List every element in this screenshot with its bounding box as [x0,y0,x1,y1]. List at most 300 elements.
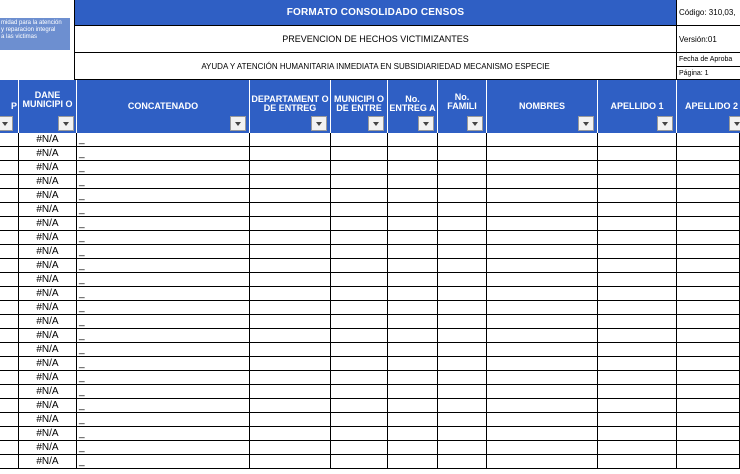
page-cell[interactable]: Página: 1 [677,67,740,80]
column-header-label: DANE MUNICIPI O [22,89,73,109]
table-cell-dane[interactable]: #N/A [19,357,77,370]
column-header-label: P [10,101,17,111]
table-cell-municipio[interactable] [331,203,388,216]
table-cell-nombres[interactable] [487,413,598,426]
table-cell-entrega[interactable] [388,329,438,342]
table-cell-entrega[interactable] [388,441,438,454]
table-cell-concatenado[interactable]: _ [77,147,250,160]
table-cell-apellido2[interactable] [677,399,740,412]
table-cell-nombres[interactable] [487,301,598,314]
column-header-label: No. FAMILI [447,91,477,111]
form-title[interactable]: FORMATO CONSOLIDADO CENSOS [75,0,677,26]
table-cell-familia[interactable] [438,189,487,202]
table-cell-p[interactable] [0,441,19,454]
table-cell-apellido2[interactable] [677,189,740,202]
table-cell-concatenado[interactable]: _ [77,385,250,398]
table-cell-apellido1[interactable] [598,161,677,174]
filter-dropdown-icon[interactable] [578,116,594,131]
table-cell-apellido2[interactable] [677,385,740,398]
table-cell-apellido1[interactable] [598,371,677,384]
table-cell-entrega[interactable] [388,203,438,216]
table-cell-dane[interactable]: #N/A [19,245,77,258]
table-cell-concatenado[interactable]: _ [77,161,250,174]
table-cell-municipio[interactable] [331,147,388,160]
table-cell-municipio[interactable] [331,175,388,188]
table-cell-entrega[interactable] [388,245,438,258]
table-cell-departamento[interactable] [250,399,331,412]
table-cell-nombres[interactable] [487,455,598,468]
table-cell-departamento[interactable] [250,231,331,244]
table-cell-nombres[interactable] [487,273,598,286]
table-cell-p[interactable] [0,385,19,398]
table-cell-concatenado[interactable]: _ [77,245,250,258]
table-cell-dane[interactable]: #N/A [19,343,77,356]
table-cell-familia[interactable] [438,287,487,300]
table-cell-apellido1[interactable] [598,385,677,398]
table-cell-nombres[interactable] [487,147,598,160]
approval-date-cell[interactable]: Fecha de Aproba [677,53,740,67]
table-row [0,231,740,245]
table-cell-municipio[interactable] [331,301,388,314]
table-cell-municipio[interactable] [331,357,388,370]
table-cell-p[interactable] [0,357,19,370]
table-cell-p[interactable] [0,343,19,356]
table-row [0,273,740,287]
table-cell-entrega[interactable] [388,133,438,146]
filter-dropdown-icon[interactable] [230,116,246,131]
table-cell-p[interactable] [0,175,19,188]
table-cell-apellido1[interactable] [598,455,677,468]
table-cell-p[interactable] [0,245,19,258]
table-cell-departamento[interactable] [250,357,331,370]
table-cell-apellido2[interactable] [677,287,740,300]
table-cell-nombres[interactable] [487,175,598,188]
table-cell-p[interactable] [0,217,19,230]
table-cell-apellido1[interactable] [598,189,677,202]
table-cell-familia[interactable] [438,245,487,258]
table-cell-p[interactable] [0,203,19,216]
table-cell-dane[interactable]: #N/A [19,315,77,328]
table-cell-dane[interactable]: #N/A [19,399,77,412]
table-cell-municipio[interactable] [331,427,388,440]
table-cell-nombres[interactable] [487,441,598,454]
table-cell-entrega[interactable] [388,315,438,328]
table-cell-entrega[interactable] [388,231,438,244]
table-cell-departamento[interactable] [250,147,331,160]
filter-dropdown-icon[interactable] [311,116,327,131]
table-cell-departamento[interactable] [250,301,331,314]
filter-dropdown-icon[interactable] [467,116,483,131]
table-cell-concatenado[interactable]: _ [77,217,250,230]
table-cell-concatenado[interactable]: _ [77,203,250,216]
table-cell-departamento[interactable] [250,161,331,174]
table-cell-entrega[interactable] [388,161,438,174]
table-cell-apellido2[interactable] [677,357,740,370]
table-cell-apellido2[interactable] [677,175,740,188]
table-cell-familia[interactable] [438,357,487,370]
table-cell-municipio[interactable] [331,287,388,300]
filter-dropdown-icon[interactable] [729,116,740,131]
table-cell-familia[interactable] [438,329,487,342]
table-cell-departamento[interactable] [250,329,331,342]
entity-logo [0,18,70,50]
table-row [0,245,740,259]
column-header-dane[interactable] [19,80,77,133]
table-cell-p[interactable] [0,371,19,384]
table-cell-familia[interactable] [438,371,487,384]
column-header-apellido1[interactable] [598,80,677,133]
table-cell-nombres[interactable] [487,385,598,398]
table-cell-nombres[interactable] [487,161,598,174]
table-cell-p[interactable] [0,161,19,174]
table-cell-municipio[interactable] [331,441,388,454]
table-cell-p[interactable] [0,413,19,426]
table-row [0,413,740,427]
table-cell-familia[interactable] [438,301,487,314]
table-cell-municipio[interactable] [331,217,388,230]
table-row [0,287,740,301]
table-cell-entrega[interactable] [388,217,438,230]
table-cell-nombres[interactable] [487,357,598,370]
table-cell-nombres[interactable] [487,245,598,258]
table-cell-concatenado[interactable]: _ [77,455,250,468]
table-cell-nombres[interactable] [487,343,598,356]
table-cell-entrega[interactable] [388,455,438,468]
table-cell-apellido1[interactable] [598,217,677,230]
table-cell-apellido2[interactable] [677,147,740,160]
table-row [0,441,740,455]
table-cell-p[interactable] [0,273,19,286]
table-cell-municipio[interactable] [331,231,388,244]
table-cell-entrega[interactable] [388,273,438,286]
table-cell-departamento[interactable] [250,385,331,398]
table-cell-departamento[interactable] [250,259,331,272]
table-cell-municipio[interactable] [331,413,388,426]
column-header-label: NOMBRES [518,101,565,111]
table-cell-apellido2[interactable] [677,273,740,286]
table-cell-concatenado[interactable]: _ [77,399,250,412]
table-cell-familia[interactable] [438,441,487,454]
table-cell-apellido2[interactable] [677,217,740,230]
table-cell-departamento[interactable] [250,315,331,328]
filter-dropdown-icon[interactable] [0,116,13,131]
table-cell-departamento[interactable] [250,133,331,146]
table-cell-concatenado[interactable]: _ [77,175,250,188]
table-cell-p[interactable] [0,399,19,412]
filter-dropdown-icon[interactable] [368,116,384,131]
table-cell-apellido1[interactable] [598,427,677,440]
table-cell-p[interactable] [0,259,19,272]
table-cell-familia[interactable] [438,217,487,230]
table-cell-nombres[interactable] [487,371,598,384]
table-cell-departamento[interactable] [250,343,331,356]
table-cell-entrega[interactable] [388,175,438,188]
table-cell-entrega[interactable] [388,371,438,384]
table-cell-entrega[interactable] [388,301,438,314]
table-cell-entrega[interactable] [388,287,438,300]
column-header-label: APELLIDO 2 [685,101,739,111]
table-cell-apellido1[interactable] [598,287,677,300]
table-cell-apellido2[interactable] [677,413,740,426]
table-cell-apellido2[interactable] [677,455,740,468]
table-cell-concatenado[interactable]: _ [77,427,250,440]
table-cell-nombres[interactable] [487,315,598,328]
table-cell-departamento[interactable] [250,441,331,454]
table-cell-apellido1[interactable] [598,329,677,342]
table-cell-entrega[interactable] [388,385,438,398]
table-cell-concatenado[interactable]: _ [77,441,250,454]
table-row [0,343,740,357]
filter-dropdown-icon[interactable] [58,116,74,131]
table-cell-municipio[interactable] [331,161,388,174]
table-cell-p[interactable] [0,315,19,328]
table-row [0,455,740,469]
table-cell-entrega[interactable] [388,147,438,160]
table-cell-apellido2[interactable] [677,343,740,356]
table-cell-familia[interactable] [438,133,487,146]
table-cell-familia[interactable] [438,455,487,468]
table-cell-dane[interactable]: #N/A [19,371,77,384]
table-cell-nombres[interactable] [487,189,598,202]
table-cell-p[interactable] [0,301,19,314]
table-cell-familia[interactable] [438,427,487,440]
table-cell-entrega[interactable] [388,189,438,202]
table-cell-dane[interactable]: #N/A [19,273,77,286]
table-cell-dane[interactable]: #N/A [19,413,77,426]
table-cell-dane[interactable]: #N/A [19,133,77,146]
table-cell-departamento[interactable] [250,189,331,202]
table-cell-apellido2[interactable] [677,371,740,384]
table-cell-nombres[interactable] [487,329,598,342]
table-cell-concatenado[interactable]: _ [77,287,250,300]
table-cell-apellido2[interactable] [677,315,740,328]
form-description[interactable]: AYUDA Y ATENCIÓN HUMANITARIA INMEDIATA EN SUBSIDIARIEDAD MECANISMO ESPECIE [75,53,677,80]
table-cell-dane[interactable]: #N/A [19,287,77,300]
table-cell-municipio[interactable] [331,189,388,202]
table-row [0,371,740,385]
logo-area [0,0,75,80]
table-row [0,385,740,399]
table-cell-apellido1[interactable] [598,259,677,272]
code-cell[interactable]: Código: 310,03, [677,0,740,26]
table-row [0,147,740,161]
table-cell-nombres[interactable] [487,203,598,216]
table-cell-apellido1[interactable] [598,231,677,244]
table-cell-apellido2[interactable] [677,133,740,146]
table-cell-p[interactable] [0,147,19,160]
table-cell-dane[interactable]: #N/A [19,259,77,272]
form-subtitle[interactable]: PREVENCION DE HECHOS VICTIMIZANTES [75,26,677,53]
table-row [0,315,740,329]
column-header-municipio[interactable] [331,80,388,133]
table-cell-familia[interactable] [438,259,487,272]
table-cell-municipio[interactable] [331,259,388,272]
table-cell-municipio[interactable] [331,329,388,342]
table-cell-municipio[interactable] [331,371,388,384]
column-header-p[interactable] [0,80,19,133]
column-header-nombres[interactable] [487,80,598,133]
table-cell-apellido2[interactable] [677,329,740,342]
table-cell-familia[interactable] [438,161,487,174]
table-cell-departamento[interactable] [250,413,331,426]
table-cell-concatenado[interactable]: _ [77,413,250,426]
logo-line-3: a las victimas [1,34,38,40]
table-cell-concatenado[interactable]: _ [77,273,250,286]
table-cell-entrega[interactable] [388,399,438,412]
table-cell-familia[interactable] [438,175,487,188]
table-cell-departamento[interactable] [250,217,331,230]
table-cell-concatenado[interactable]: _ [77,343,250,356]
table-cell-apellido2[interactable] [677,441,740,454]
column-header-entrega[interactable] [388,80,438,133]
table-cell-departamento[interactable] [250,455,331,468]
table-cell-dane[interactable]: #N/A [19,147,77,160]
table-cell-apellido1[interactable] [598,343,677,356]
table-cell-concatenado[interactable]: _ [77,259,250,272]
table-cell-familia[interactable] [438,147,487,160]
table-row [0,161,740,175]
table-cell-departamento[interactable] [250,175,331,188]
table-cell-concatenado[interactable]: _ [77,357,250,370]
table-cell-municipio[interactable] [331,399,388,412]
table-cell-dane[interactable]: #N/A [19,161,77,174]
table-cell-p[interactable] [0,189,19,202]
table-cell-dane[interactable]: #N/A [19,455,77,468]
table-cell-p[interactable] [0,455,19,468]
table-cell-apellido1[interactable] [598,133,677,146]
table-cell-apellido1[interactable] [598,147,677,160]
table-cell-apellido1[interactable] [598,273,677,286]
table-cell-familia[interactable] [438,385,487,398]
table-cell-p[interactable] [0,231,19,244]
table-cell-concatenado[interactable]: _ [77,329,250,342]
table-cell-entrega[interactable] [388,357,438,370]
table-cell-p[interactable] [0,287,19,300]
table-cell-departamento[interactable] [250,427,331,440]
table-row [0,399,740,413]
table-cell-familia[interactable] [438,273,487,286]
table-cell-dane[interactable]: #N/A [19,175,77,188]
table-cell-concatenado[interactable]: _ [77,231,250,244]
table-cell-dane[interactable]: #N/A [19,441,77,454]
table-cell-departamento[interactable] [250,273,331,286]
table-cell-familia[interactable] [438,399,487,412]
table-cell-dane[interactable]: #N/A [19,427,77,440]
table-cell-departamento[interactable] [250,245,331,258]
column-header-familia[interactable] [438,80,487,133]
table-cell-dane[interactable]: #N/A [19,385,77,398]
table-cell-entrega[interactable] [388,413,438,426]
table-cell-municipio[interactable] [331,245,388,258]
column-header-apellido2[interactable] [677,80,740,133]
table-cell-apellido2[interactable] [677,301,740,314]
table-cell-dane[interactable]: #N/A [19,217,77,230]
table-cell-nombres[interactable] [487,287,598,300]
table-cell-concatenado[interactable]: _ [77,133,250,146]
table-cell-apellido2[interactable] [677,203,740,216]
table-cell-nombres[interactable] [487,399,598,412]
table-cell-nombres[interactable] [487,231,598,244]
table-cell-apellido2[interactable] [677,231,740,244]
table-cell-p[interactable] [0,133,19,146]
table-cell-departamento[interactable] [250,287,331,300]
table-cell-departamento[interactable] [250,371,331,384]
table-cell-p[interactable] [0,329,19,342]
table-cell-dane[interactable]: #N/A [19,189,77,202]
table-cell-apellido1[interactable] [598,301,677,314]
table-cell-nombres[interactable] [487,217,598,230]
table-cell-p[interactable] [0,427,19,440]
table-cell-municipio[interactable] [331,315,388,328]
table-cell-apellido1[interactable] [598,315,677,328]
table-cell-familia[interactable] [438,203,487,216]
table-cell-concatenado[interactable]: _ [77,371,250,384]
logo-line-1: midad para la atención [1,20,62,26]
table-cell-apellido2[interactable] [677,161,740,174]
table-cell-municipio[interactable] [331,343,388,356]
table-row [0,329,740,343]
table-cell-municipio[interactable] [331,385,388,398]
table-cell-familia[interactable] [438,413,487,426]
version-cell[interactable]: Versión:01 [677,26,740,53]
table-row [0,259,740,273]
table-cell-familia[interactable] [438,343,487,356]
table-row [0,133,740,147]
table-cell-dane[interactable]: #N/A [19,203,77,216]
table-row [0,357,740,371]
table-row [0,203,740,217]
table-cell-apellido1[interactable] [598,399,677,412]
table-cell-concatenado[interactable]: _ [77,301,250,314]
table-cell-nombres[interactable] [487,259,598,272]
table-cell-apellido2[interactable] [677,245,740,258]
table-cell-apellido2[interactable] [677,259,740,272]
table-cell-nombres[interactable] [487,133,598,146]
table-cell-entrega[interactable] [388,259,438,272]
table-cell-entrega[interactable] [388,427,438,440]
column-header-label: APELLIDO 1 [610,101,664,111]
table-cell-entrega[interactable] [388,343,438,356]
column-header-concatenado[interactable] [77,80,250,133]
filter-dropdown-icon[interactable] [418,116,434,131]
column-header-label: CONCATENADO [127,101,199,111]
table-cell-municipio[interactable] [331,273,388,286]
table-cell-apellido2[interactable] [677,427,740,440]
table-cell-apellido1[interactable] [598,203,677,216]
table-cell-departamento[interactable] [250,203,331,216]
table-cell-municipio[interactable] [331,133,388,146]
table-cell-apellido1[interactable] [598,413,677,426]
filter-dropdown-icon[interactable] [657,116,673,131]
table-cell-dane[interactable]: #N/A [19,329,77,342]
table-cell-dane[interactable]: #N/A [19,231,77,244]
table-cell-concatenado[interactable]: _ [77,315,250,328]
column-header-label: No. ENTREG A [389,93,436,113]
table-cell-concatenado[interactable]: _ [77,189,250,202]
column-header-label: DEPARTAMENT O DE ENTREG [251,93,329,113]
table-cell-nombres[interactable] [487,427,598,440]
table-cell-municipio[interactable] [331,455,388,468]
table-cell-apellido1[interactable] [598,245,677,258]
table-row [0,427,740,441]
table-cell-apellido1[interactable] [598,175,677,188]
table-cell-familia[interactable] [438,231,487,244]
table-cell-dane[interactable]: #N/A [19,301,77,314]
table-cell-apellido1[interactable] [598,441,677,454]
column-header-departamento[interactable] [250,80,331,133]
table-cell-familia[interactable] [438,315,487,328]
table-cell-apellido1[interactable] [598,357,677,370]
